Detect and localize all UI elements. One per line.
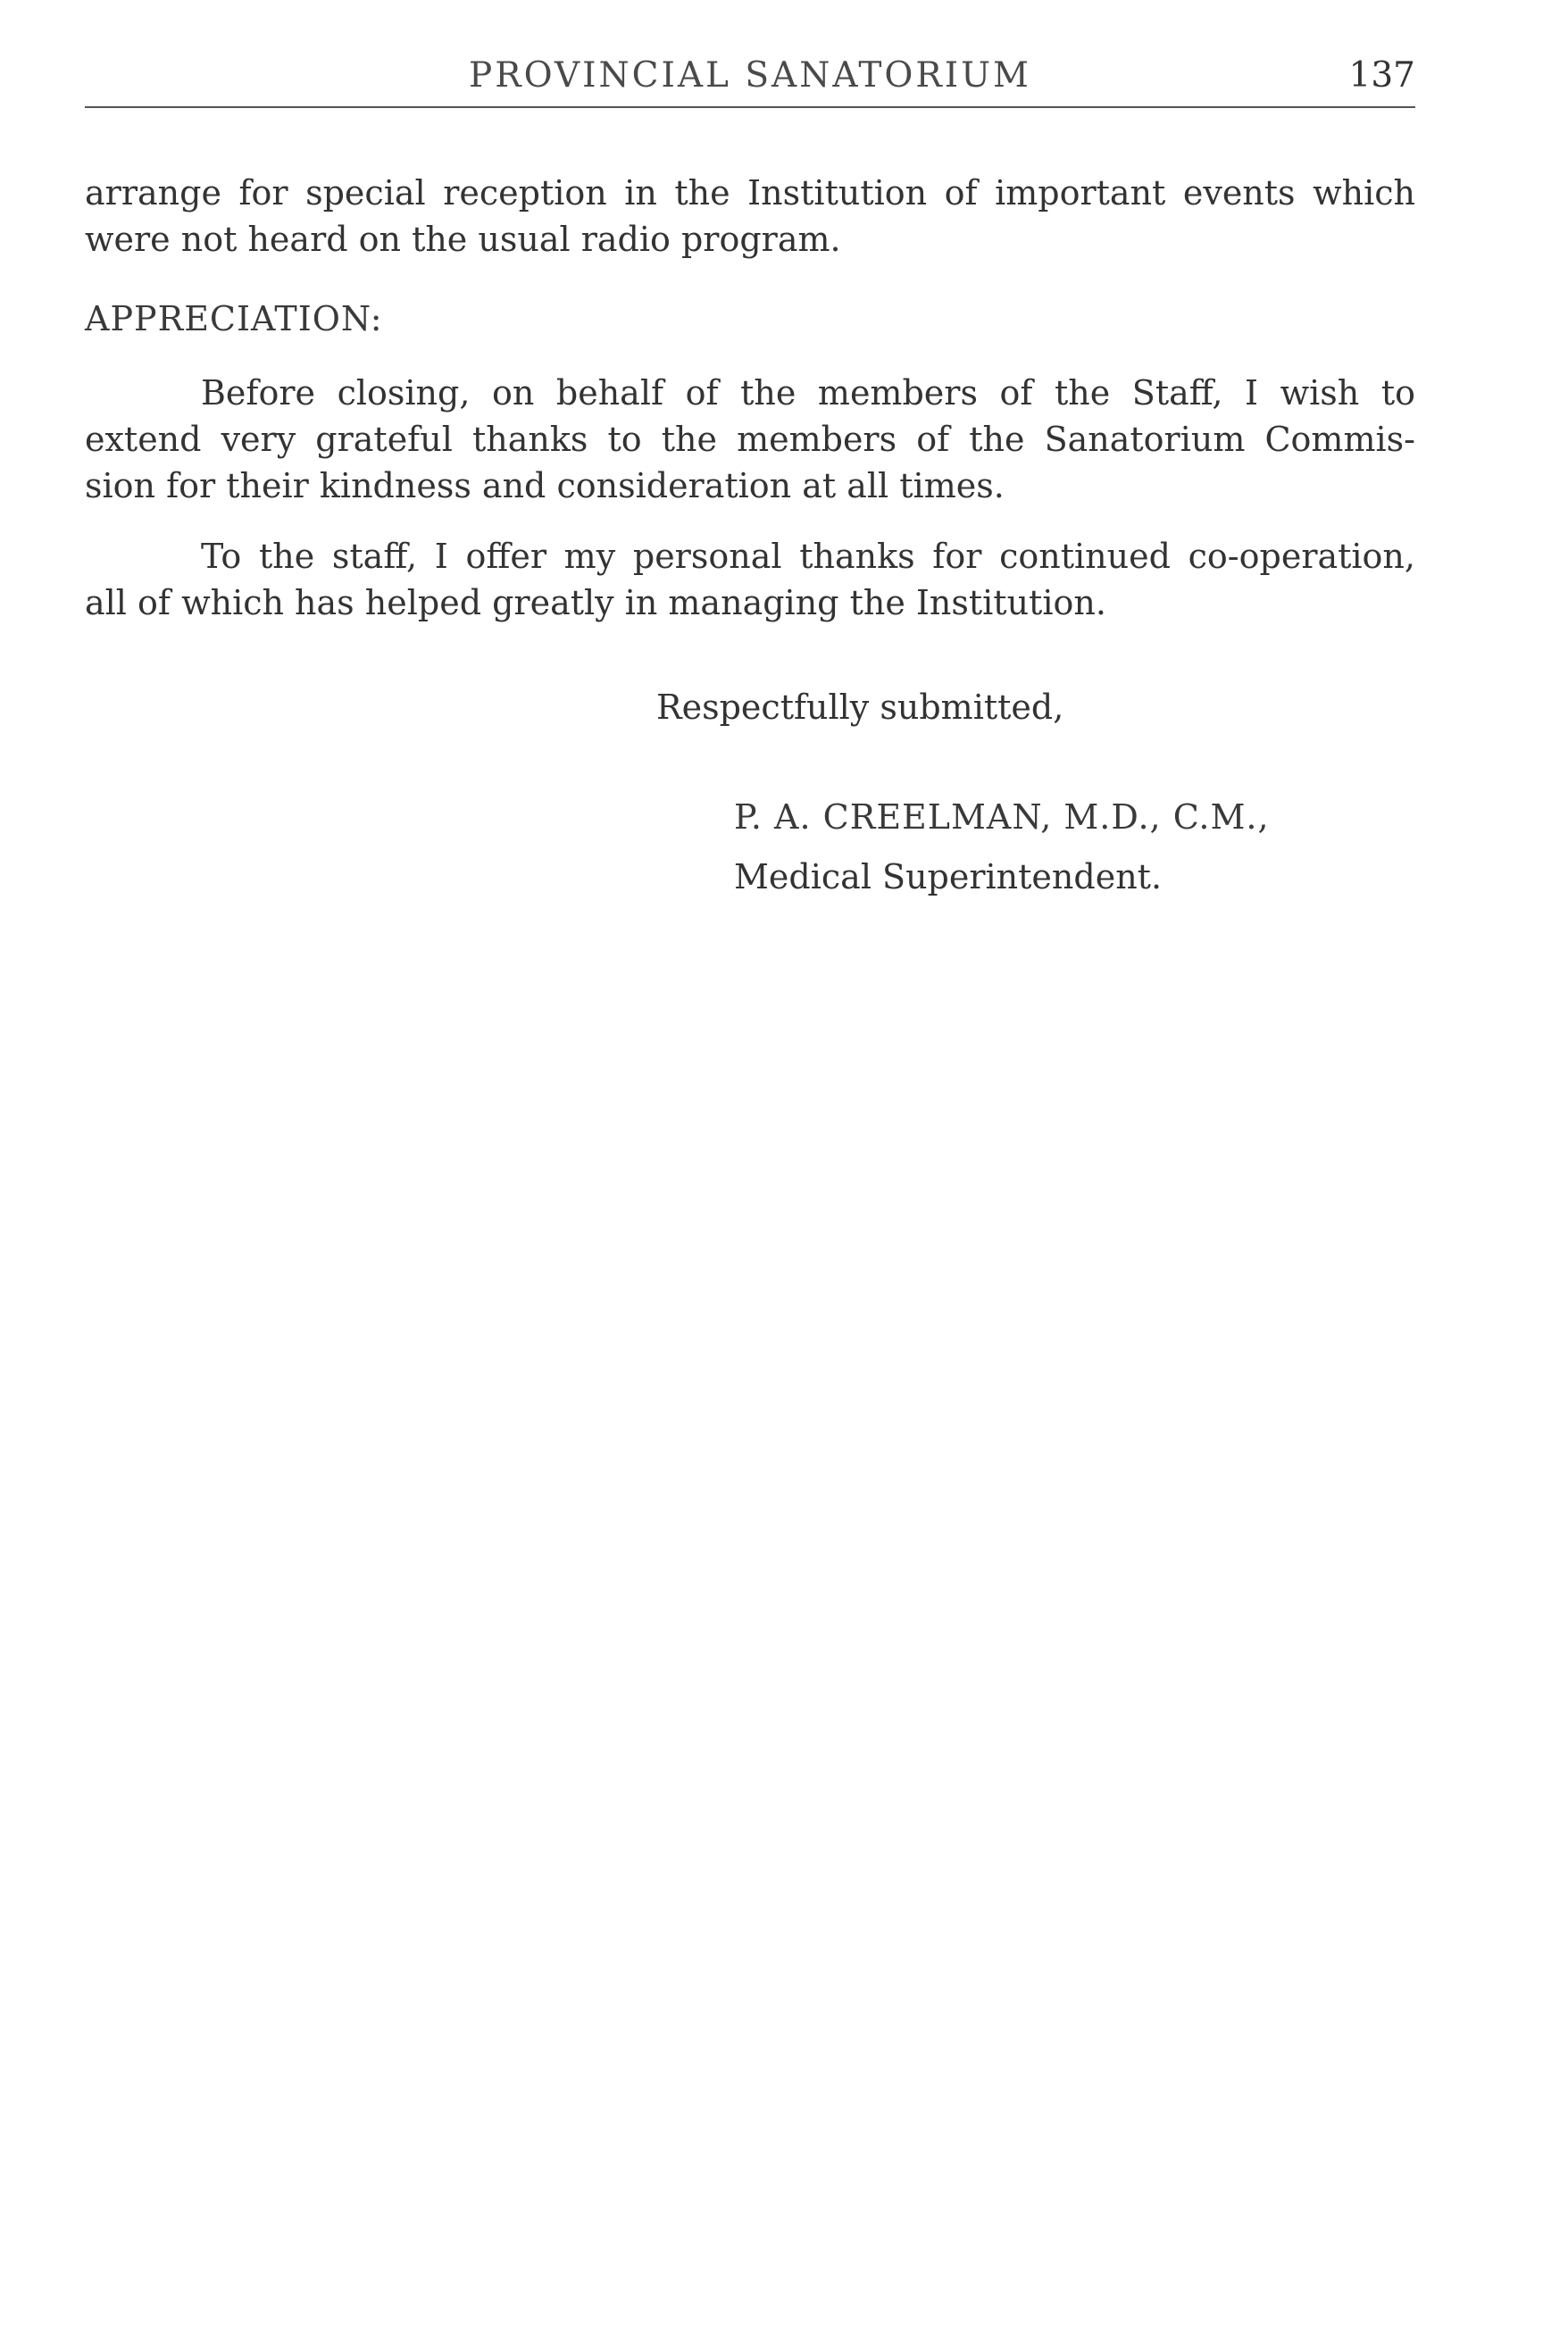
appreciation-paragraph-two [85,533,1415,626]
continuation-line-2: were not heard on the usual radio program. [85,220,841,259]
paragraph-two-line-2: all of which has helped greatly in managing the Institution. [85,583,1106,622]
continuation-line-1: arrange for special reception in the Institution of important events which [85,173,1415,213]
header-rule [85,106,1415,108]
page-number: 137 [1348,55,1415,96]
signatory-name: P. A. CREELMAN, M.D., C.M., [734,797,1270,837]
paragraph-two-line-1: To the staff, I offer my personal thanks for continued co-operation, [201,537,1415,576]
paragraph-one-line-3: sion for their kindness and consideration at all times. [85,466,1005,505]
running-head [85,55,1415,107]
appreciation-paragraph-one [85,370,1415,509]
running-title: PROVINCIAL SANATORIUM [469,55,1031,96]
continuation-paragraph [85,170,1415,263]
signatory-title: Medical Superintendent. [734,857,1163,896]
closing-line: Respectfully submitted, [656,688,1064,727]
paragraph-one-line-2: extend very grateful thanks to the members of the Sanatorium Commis- [85,420,1415,459]
paragraph-one-line-1: Before closing, on behalf of the members of the Staff, I wish to [201,373,1415,413]
section-heading: APPRECIATION: [85,299,383,338]
